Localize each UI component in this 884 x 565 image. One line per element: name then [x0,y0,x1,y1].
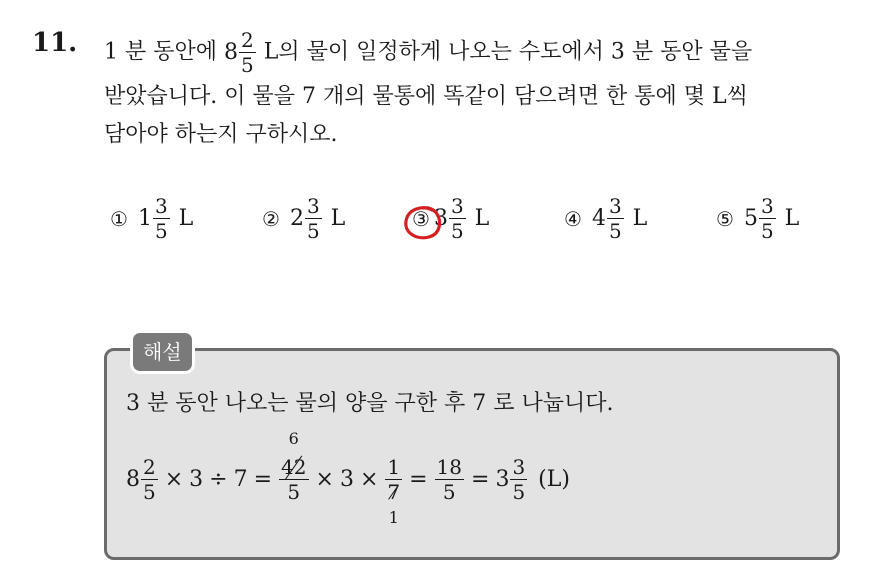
fraction-denominator: 5 [450,219,464,243]
fraction-whole: 3 [433,206,448,231]
operator-equals: = [409,466,428,492]
fraction [607,196,624,241]
question-line-2: 받았습니다. 이 물을 7 개의 물통에 똑같이 담으려면 한 통에 몇 L씩 [104,84,748,109]
number: 3 [339,466,354,492]
fraction-whole: 8 [224,39,238,65]
solution-tab-label: 해설 [130,330,195,374]
choice-marker: ① [110,206,128,231]
choice-1[interactable] [110,196,193,241]
fraction-numerator: 3 [608,194,622,218]
choice-marker: ③ [412,206,430,231]
operator-times: × [164,466,184,492]
fraction-numerator: 2 [241,28,254,52]
fraction-numerator: 18 [436,454,462,479]
fraction-whole: 4 [591,206,606,231]
operator-equals: = [253,466,273,492]
fraction-denominator: 5 [306,219,320,243]
solution-text: 3 분 동안 나오는 물의 양을 구한 후 7 로 나눕니다. [126,391,614,416]
fraction-denominator [387,479,401,527]
fraction-numerator [279,428,308,480]
fraction-denominator: 5 [154,219,168,243]
cancel-wrapper [281,454,307,479]
fraction-numerator: 3 [760,194,774,218]
fraction-numerator: 3 [512,454,526,479]
fraction [305,196,322,241]
unit-label: L [178,206,194,231]
fraction-denominator: 5 [143,479,156,504]
fraction-whole: 3 [495,466,510,492]
fraction-numerator: 2 [143,454,156,479]
fraction [385,454,402,527]
unit-label: L [474,206,490,231]
fraction [153,196,170,241]
choice-5[interactable] [716,196,799,241]
operator-equals: = [471,466,490,492]
fraction-denominator: 5 [608,219,622,243]
choice-marker: ⑤ [716,206,734,231]
unit-label: L [330,206,346,231]
fraction [141,454,158,504]
fraction [239,30,256,75]
cancelled-number [281,428,307,479]
fraction-numerator: 1 [387,454,401,479]
operator-times: × [359,466,379,492]
original-number: 42 [281,454,307,479]
cancel-wrapper [387,479,401,504]
fraction-whole: 8 [126,466,140,492]
number: 3 [189,466,204,492]
answer-circle-annotation [402,204,444,242]
fraction-numerator: 3 [154,194,168,218]
choice-4[interactable] [564,196,647,241]
question-text: 1 분 동안에 [104,39,224,65]
mixed-fraction [224,30,257,75]
fraction-numerator: 3 [450,194,464,218]
operator-divide: ÷ [209,466,228,492]
fraction-denominator: 5 [512,479,526,504]
fraction-whole: 5 [743,206,758,231]
fraction-numerator: 3 [306,194,320,218]
unit-label: L [784,206,800,231]
fraction-denominator: 5 [442,479,456,504]
fraction-whole: 2 [289,206,304,231]
fraction [510,454,527,504]
choice-2[interactable] [262,196,345,241]
operator-times: × [315,466,334,492]
cancelled-number [387,479,401,527]
number: 7 [233,466,248,492]
choice-marker: ② [262,206,280,231]
unit-label: L [632,206,648,231]
choice-marker: ④ [564,206,582,231]
fraction-whole: 1 [137,206,152,231]
reduced-number: 6 [288,428,299,448]
question-text: L의 물이 일정하게 나오는 수도에서 3 분 동안 물을 [256,39,753,65]
fraction-denominator: 5 [287,479,301,504]
fraction [449,196,466,241]
question-line-1 [104,30,752,75]
question-line-3: 담아야 하는지 구하시오. [104,122,338,147]
reduced-number: 1 [388,507,399,527]
solution-expression [126,428,570,527]
original-number: 7 [387,479,401,504]
fraction-denominator: 5 [241,53,254,77]
fraction-denominator: 5 [760,219,774,243]
question-number: 11. [32,28,78,58]
unit-label: (L) [538,466,570,492]
fraction [759,196,776,241]
fraction [279,428,308,504]
fraction [435,454,464,504]
